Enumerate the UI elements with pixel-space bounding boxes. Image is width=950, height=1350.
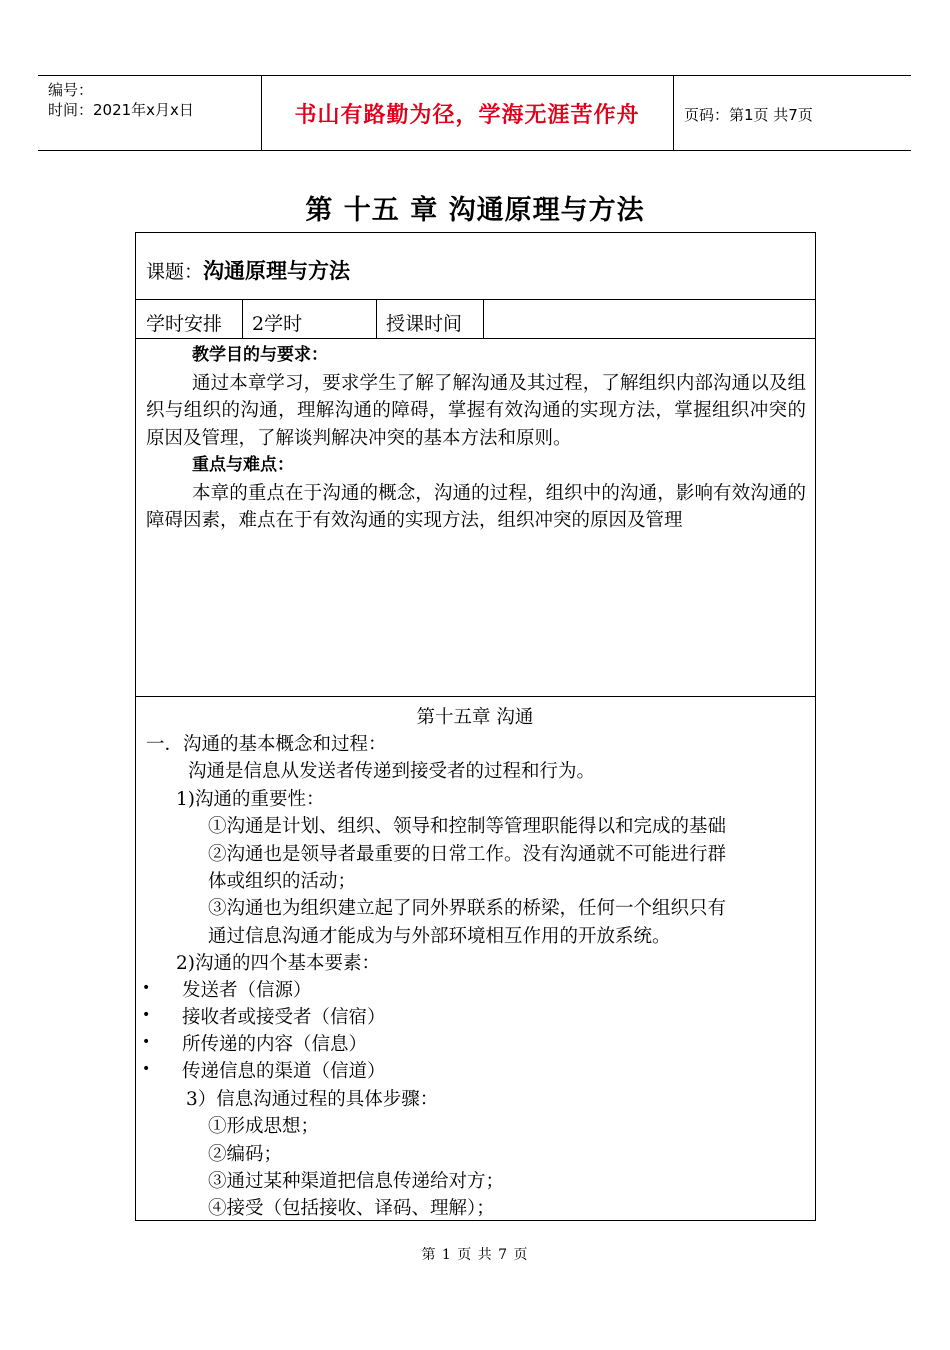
importance-item: ③沟通也为组织建立起了同外界联系的桥梁，任何一个组织只有: [208, 898, 727, 919]
page-footer: 第 1 页 共 7 页: [421, 1247, 529, 1263]
bullet-icon: •: [142, 1034, 151, 1050]
doc-time-label: 时间：2021年x月x日: [48, 101, 194, 119]
header-motto: 书山有路勤为径，学海无涯苦作舟: [294, 103, 640, 128]
importance-item: ②沟通也是领导者最重要的日常工作。没有沟通就不可能进行群: [208, 844, 727, 865]
list-item: 所传递的内容（信息）: [182, 1034, 368, 1055]
key-points-heading: 重点与难点：: [192, 455, 294, 475]
page-title: 第 十五 章 沟通原理与方法: [305, 195, 645, 226]
table-col-divider: [483, 299, 484, 338]
bullet-icon: •: [142, 1007, 151, 1023]
importance-item-cont: 通过信息沟通才能成为与外部环境相互作用的开放系统。: [208, 926, 671, 947]
definition-text: 沟通是信息从发送者传递到接受者的过程和行为。: [188, 761, 596, 782]
step-item: ③通过某种渠道把信息传递给对方；: [208, 1171, 505, 1192]
importance-item: ①沟通是计划、组织、领导和控制等管理职能得以和完成的基础: [208, 816, 727, 837]
topic-row: [146, 255, 350, 285]
header-divider: [673, 75, 674, 151]
table-rule: [135, 696, 815, 697]
table-rule: [135, 338, 815, 339]
table-rule: [135, 299, 815, 300]
goals-heading: 教学目的与要求：: [192, 345, 328, 365]
chapter-heading: 第十五章 沟通: [416, 707, 534, 728]
step-item: ①形成思想；: [208, 1116, 320, 1137]
header-meta: [48, 80, 194, 120]
header-top-rule: [38, 75, 911, 76]
list-item: 传递信息的渠道（信道）: [182, 1061, 386, 1082]
elements-heading: 2)沟通的四个基本要素：: [176, 953, 380, 974]
bullet-icon: •: [142, 980, 151, 996]
importance-heading: 1)沟通的重要性：: [176, 789, 325, 810]
class-time-label: 授课时间: [386, 313, 463, 335]
step-item: ②编码；: [208, 1144, 283, 1165]
header-page-info: 页码：第1页 共7页: [684, 106, 813, 124]
table-col-divider: [376, 299, 377, 338]
goals-section: [146, 342, 806, 535]
step-item: ④接受（包括接收、译码、理解）；: [208, 1198, 495, 1219]
hours-label: 学时安排: [146, 313, 223, 335]
topic-label: 课题：: [146, 261, 204, 283]
key-points-text: 本章的重点在于沟通的概念，沟通的过程，组织中的沟通，影响有效沟通的障碍因素，难点在于有效沟通的实现方法，组织冲突的原因及管理: [146, 482, 806, 531]
hours-value: 2学时: [252, 313, 303, 335]
table-col-divider: [242, 299, 243, 338]
bullet-icon: •: [142, 1061, 151, 1077]
topic-value: 沟通原理与方法: [203, 259, 351, 283]
importance-item-cont: 体或组织的活动；: [208, 871, 357, 892]
list-item: 发送者（信源）: [182, 980, 312, 1001]
list-item: 接收者或接受者（信宿）: [182, 1007, 386, 1028]
goals-text: 通过本章学习，要求学生了解了解沟通及其过程，了解组织内部沟通以及组织与组织的沟通，理解沟通的障碍，掌握有效沟通的实现方法，掌握组织冲突的原因及管理，了解谈判解决冲突的基本方法和原则。: [146, 372, 806, 449]
steps-heading: 3）信息沟通过程的具体步骤：: [186, 1089, 439, 1110]
section-heading: 一．沟通的基本概念和过程：: [146, 734, 387, 755]
header-bottom-rule: [38, 150, 911, 151]
doc-number-label: 编号：: [48, 81, 94, 99]
